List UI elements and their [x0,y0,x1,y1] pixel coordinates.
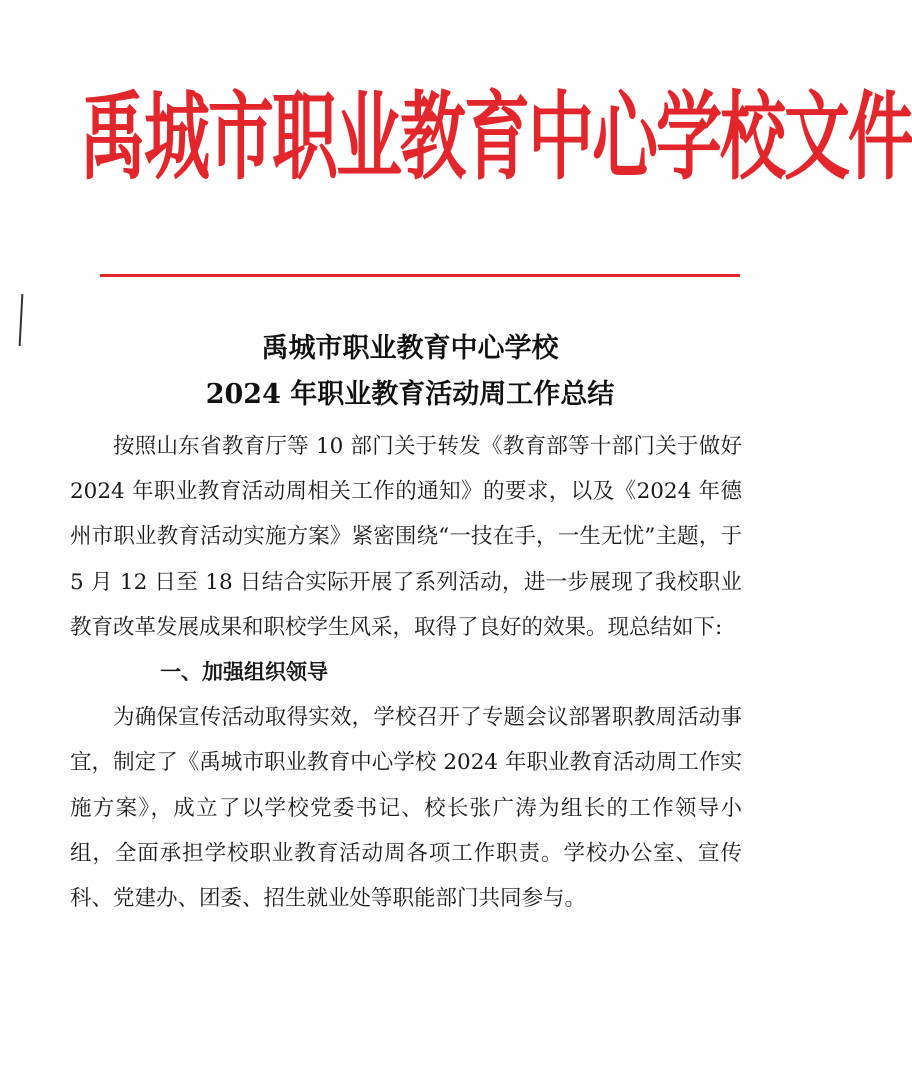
intro-paragraph: 按照山东省教育厅等 10 部门关于转发《教育部等十部门关于做好 2024 年职业教育活动周相关工作的通知》的要求，以及《2024 年德州市职业教育活动实施方案》紧密围绕“一技在手，一生无忧”主题，于 5 月 12 日至 18 日结合实际开展了系列活动，进一步展现了我校职业教育改革发展成果和职校学生风采，取得了良好的效果。现总结如下: [70,434,742,640]
document-title-line-1: 禹城市职业教育中心学校 [261,333,559,364]
masthead-title: 禹城市职业教育中心学校文件 [80,81,912,194]
margin-pen-mark [19,294,24,346]
document-title [80,326,740,418]
section-heading-1: 一、加强组织领导 [160,660,328,685]
red-divider-line [100,274,740,277]
document-body [70,424,742,921]
section-1-paragraph: 为确保宣传活动取得实效，学校召开了专题会议部署职教周活动事宜，制定了《禹城市职业教育中心学校 2024 年职业教育活动周工作实施方案》，成立了以学校党委书记、校长张广涛为组长的工作领导小组，全面承担学校职业教育活动周各项工作职责。学校办公室、宣传科、党建办、团委、招生就业处等职能部门共同参与。 [70,705,742,912]
document-title-line-2: 2024 年职业教育活动周工作总结 [205,379,615,410]
